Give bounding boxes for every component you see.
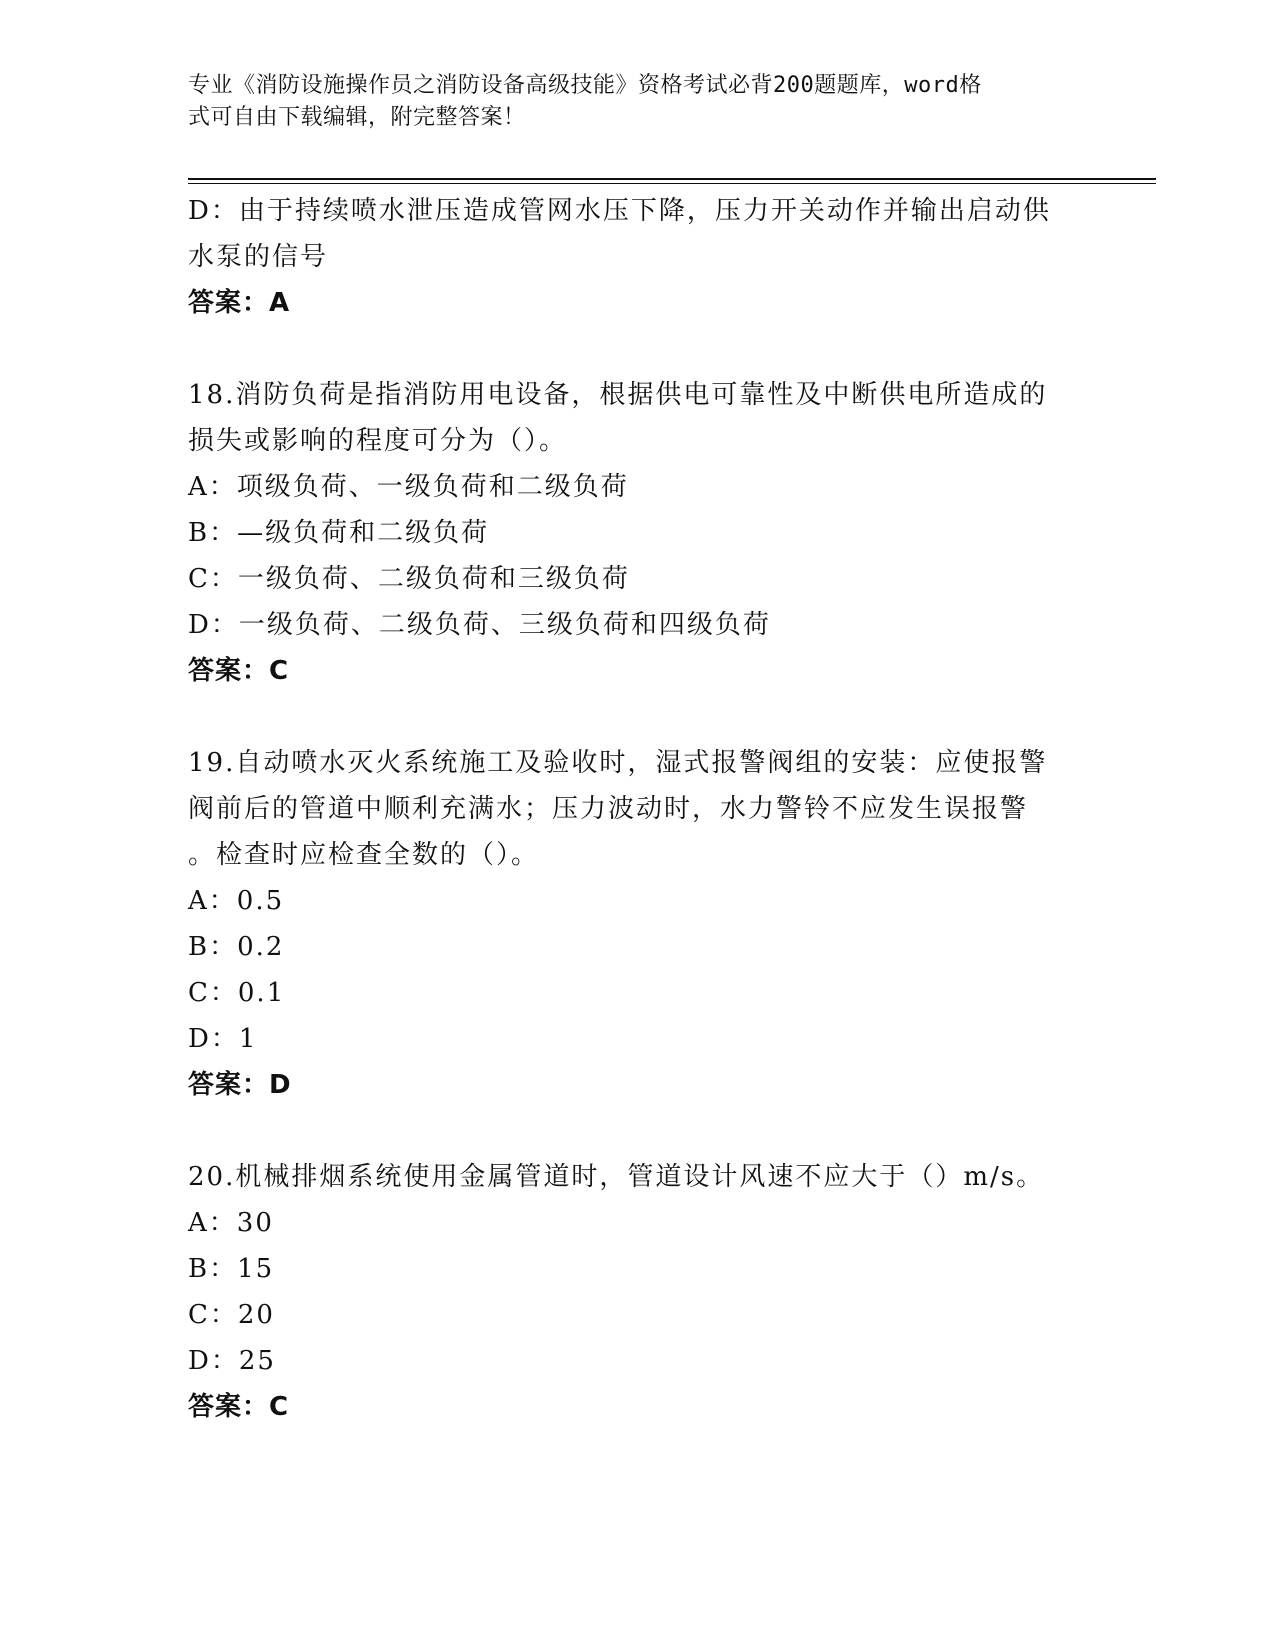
option-c: C：一级负荷、二级负荷和三级负荷 — [188, 564, 630, 594]
question-block — [188, 1154, 1088, 1430]
option-a: A：项级负荷、一级负荷和二级负荷 — [188, 472, 629, 502]
option-b: B：15 — [188, 1254, 275, 1284]
question-stem: 19.自动喷水灭火系统施工及验收时，湿式报警阀组的安装：应使报警 — [188, 748, 1048, 778]
question-block — [188, 740, 1088, 1108]
question-stem: 阀前后的管道中顺利充满水；压力波动时，水力警铃不应发生误报警 — [188, 794, 1029, 824]
header-line: 专业《消防设施操作员之消防设备高级技能》资格考试必背200题题库，word格 — [188, 73, 982, 98]
question-block — [188, 372, 1088, 694]
option-d: D：25 — [188, 1346, 276, 1376]
header-divider — [188, 178, 1156, 180]
option-b: B：—级负荷和二级负荷 — [188, 518, 490, 548]
answer: 答案：D — [188, 1070, 292, 1100]
answer: 答案：A — [188, 288, 291, 318]
question-stem: 。检查时应检查全数的（）。 — [188, 840, 540, 870]
question-stem: 损失或影响的程度可分为（）。 — [188, 426, 568, 456]
answer: 答案：C — [188, 656, 290, 686]
document-header — [188, 70, 1088, 134]
header-divider-thin — [188, 183, 1156, 184]
option-d: D：1 — [188, 1024, 258, 1054]
question-block — [188, 188, 1088, 326]
option-d: D：由于持续喷水泄压造成管网水压下降，压力开关动作并输出启动供 — [188, 196, 1051, 226]
answer: 答案：C — [188, 1392, 290, 1422]
question-list — [188, 188, 1088, 1430]
header-line: 式可自由下载编辑，附完整答案！ — [188, 105, 526, 130]
option-a: A：0.5 — [188, 886, 285, 916]
option-b: B：0.2 — [188, 932, 285, 962]
option-c: C：0.1 — [188, 978, 286, 1008]
option-d: 水泵的信号 — [188, 242, 329, 272]
option-c: C：20 — [188, 1300, 275, 1330]
option-d: D：一级负荷、二级负荷、三级负荷和四级负荷 — [188, 610, 771, 640]
option-a: A：30 — [188, 1208, 274, 1238]
question-stem: 20.机械排烟系统使用金属管道时，管道设计风速不应大于（）m/s。 — [188, 1162, 1045, 1192]
question-stem: 18.消防负荷是指消防用电设备，根据供电可靠性及中断供电所造成的 — [188, 380, 1048, 410]
